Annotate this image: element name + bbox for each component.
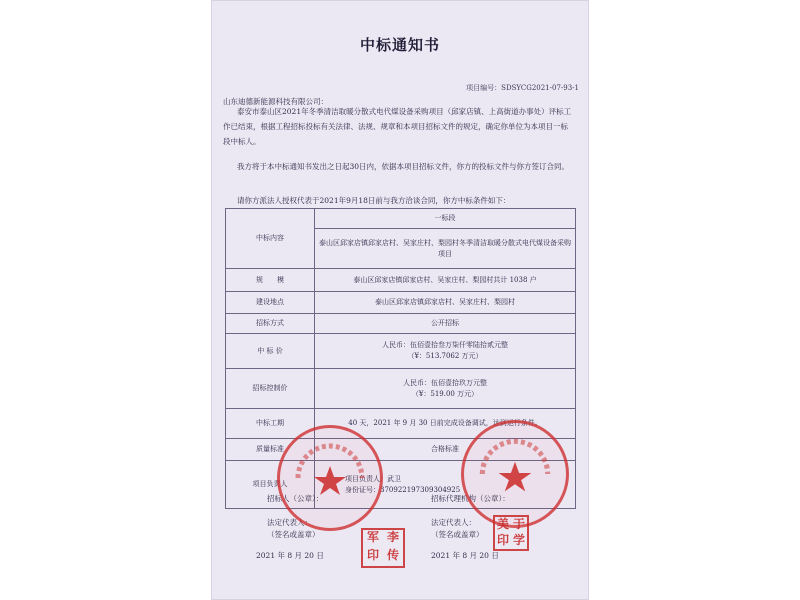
control-price-amount: （¥：519.00 万元） (411, 389, 479, 398)
seal-char: 学 (512, 533, 525, 547)
project-number: 项目编号：SDSYCG2021-07-93-1 (466, 84, 579, 92)
table-cell-value: 合格标准 (315, 439, 576, 461)
table-cell-label: 规 模 (226, 269, 315, 292)
paragraph-contract: 我方将于本中标通知书发出之日起30日内，依据本项目招标文件，你方的投标文件与你方签订合同。 (237, 162, 570, 171)
recipient: 山东迪德新能源科技有限公司： (223, 97, 328, 106)
seal-char: 于 (512, 517, 525, 531)
table-cell-value: 泰山区邱家店镇邱家店村、吴家庄村、梨园村共计 1038 户 (315, 269, 576, 292)
seal-char: 军 (366, 530, 379, 544)
table-cell-label: 建设地点 (226, 292, 315, 314)
project-manager-id: 身份证号：370922197309304925 (345, 485, 461, 494)
table-cell-label: 招标控制价 (226, 369, 315, 409)
tenderer-sign-note: （签名或盖章） (267, 530, 320, 539)
table-cell-value: 公开招标 (315, 314, 576, 334)
table-cell-value: 泰山区邱家店镇邱家店村、吴家庄村、梨园村冬季清洁取暖分散式电代煤设备采购项目 (315, 229, 576, 269)
table-row (226, 209, 576, 229)
seal-char: 传 (386, 548, 399, 562)
table-cell-value: 泰山区邱家店镇邱家店村、吴家庄村、梨园村 (315, 292, 576, 314)
paragraph-conditions-intro: 请你方派法人授权代表于2021年9月18日前与我方洽谈合同，你方中标条件如下： (237, 196, 511, 205)
legal-rep-name-seal (361, 528, 405, 568)
table-row (226, 334, 576, 369)
table-cell-label: 中标内容 (226, 209, 315, 269)
table-cell-label: 项目负责人 (226, 461, 315, 509)
seal-char: 印 (496, 533, 509, 547)
document-title: 中标通知书 (359, 36, 440, 54)
star-icon (464, 423, 566, 525)
table-cell-label: 招标方式 (226, 314, 315, 334)
paragraph-evaluation: 泰安市泰山区2021年冬季清洁取暖分散式电代煤设备采购项目（邱家店镇、上高街道办事处）评标工作已结束，根据工程招标投标有关法律、法规、规章和本项目招标文件的规定，确定你单位为本项目一标段中标人。 (223, 107, 572, 146)
table-row (226, 292, 576, 314)
table-row (226, 314, 576, 334)
table-cell-value (315, 369, 576, 409)
bid-price-words: 人民币：伍佰壹拾叁万柒仟零陆拾贰元整 (382, 341, 508, 349)
agency-date: 2021 年 8 月 20 日 (431, 551, 499, 560)
agency-seal-label: 招标代理机构（公章）： (431, 494, 510, 503)
seal-char: 印 (366, 548, 379, 562)
table-cell-value: 40 天，2021 年 9 月 30 日前完成设备调试，达到运行条件。 (315, 409, 576, 439)
control-price-words: 人民币：伍佰壹拾玖万元整 (403, 378, 487, 387)
table-row (226, 369, 576, 409)
table-cell-label: 质量标准 (226, 439, 315, 461)
tenderer-legal-rep-label: 法定代表人： (267, 518, 312, 527)
table-cell-label: 中 标 价 (226, 334, 315, 369)
tenderer-date: 2021 年 8 月 20 日 (256, 551, 324, 560)
project-manager-name: 项目负责人：武卫 (345, 474, 401, 483)
tenderer-seal-label: 招标人（公章）： (267, 494, 324, 503)
tenderer-official-seal (277, 425, 383, 531)
seal-char: 李 (386, 530, 399, 544)
bid-price-amount: （¥：513.7062 万元） (407, 352, 483, 360)
seal-char: 美 (496, 517, 509, 531)
document-page (211, 0, 589, 600)
star-icon (280, 428, 380, 528)
table-cell-header: 一标段 (315, 209, 576, 229)
table-cell-label: 中标工期 (226, 409, 315, 439)
table-cell-value (315, 334, 576, 369)
table-row (226, 269, 576, 292)
agency-rep-name-seal (493, 515, 529, 551)
agency-legal-rep-label: 法定代表人： (431, 518, 476, 527)
agency-sign-note: （签名或盖章） (431, 530, 484, 539)
agency-official-seal (461, 420, 569, 528)
